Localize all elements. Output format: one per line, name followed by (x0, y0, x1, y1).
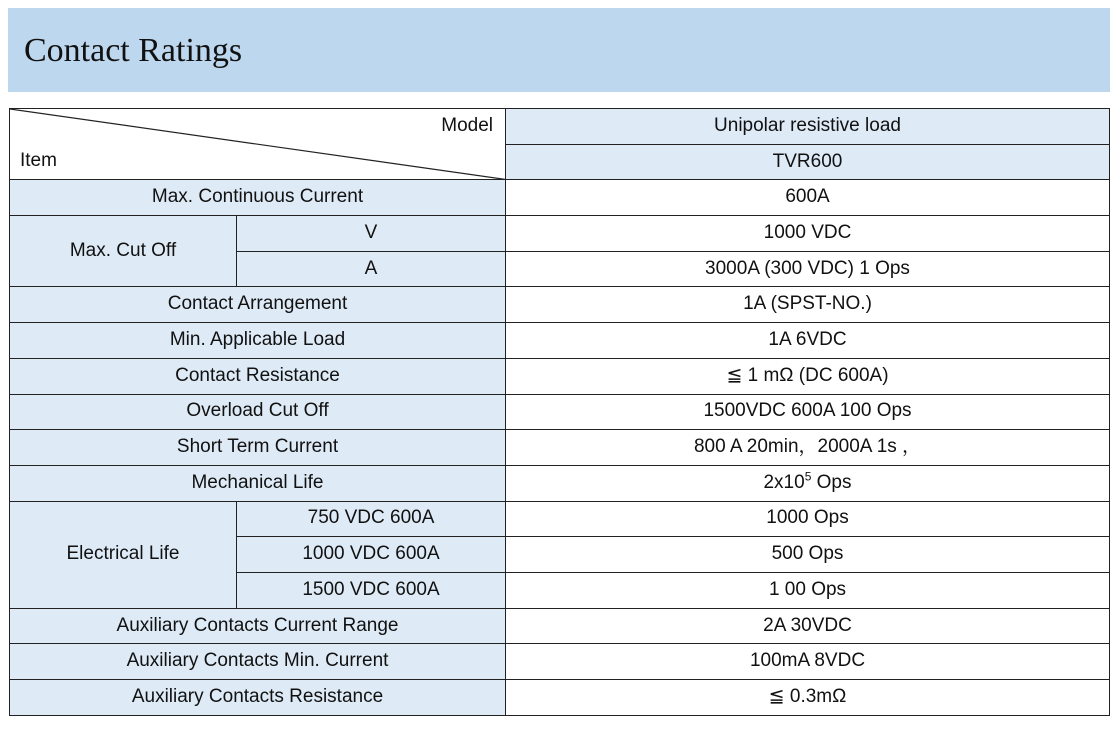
mechanical-life-exponent: 5 (804, 469, 812, 484)
table-row (10, 430, 1110, 466)
table-row (10, 501, 1110, 537)
row-sub-label: V (237, 216, 506, 252)
row-value: 3000A (300 VDC) 1 Ops (506, 251, 1110, 287)
row-label: Mechanical Life (10, 465, 506, 501)
row-sub-label: 1000 VDC 600A (237, 537, 506, 573)
header-model-label: Model (441, 115, 493, 136)
contact-ratings-table (9, 108, 1110, 716)
table-row (10, 358, 1110, 394)
row-label: Auxiliary Contacts Min. Current (10, 644, 506, 680)
row-label: Auxiliary Contacts Resistance (10, 680, 506, 716)
row-value: 100mA 8VDC (506, 644, 1110, 680)
table-row (10, 394, 1110, 430)
page-title: Contact Ratings (24, 32, 243, 69)
header-item-label: Item (20, 150, 57, 172)
table-row (10, 287, 1110, 323)
row-value: 1 00 Ops (506, 572, 1110, 608)
table-row (10, 465, 1110, 501)
table-row (10, 216, 1110, 252)
header-corner-cell (10, 109, 506, 180)
row-value: 2A 30VDC (506, 608, 1110, 644)
row-value: 1000 Ops (506, 501, 1110, 537)
table-row (10, 680, 1110, 716)
diagonal-divider (10, 109, 505, 179)
row-value: ≦ 1 mΩ (DC 600A) (506, 358, 1110, 394)
row-label: Contact Resistance (10, 358, 506, 394)
row-label: Min. Applicable Load (10, 323, 506, 359)
title-bar (8, 8, 1110, 92)
row-value: 1500VDC 600A 100 Ops (506, 394, 1110, 430)
table-row (10, 180, 1110, 216)
row-value: 1A (SPST-NO.) (506, 287, 1110, 323)
row-label: Contact Arrangement (10, 287, 506, 323)
table-row (10, 608, 1110, 644)
mechanical-life-unit: Ops (811, 471, 852, 493)
row-value: 800 A 20min，2000A 1s ， (506, 430, 1110, 466)
row-value: 1A 6VDC (506, 323, 1110, 359)
row-value: ≦ 0.3mΩ (506, 680, 1110, 716)
row-label: Overload Cut Off (10, 394, 506, 430)
row-sub-label: A (237, 251, 506, 287)
row-sub-label: 1500 VDC 600A (237, 572, 506, 608)
row-label: Max. Cut Off (10, 216, 237, 287)
row-label: Max. Continuous Current (10, 180, 506, 216)
mechanical-life-base: 2x10 (763, 471, 805, 493)
row-label: Electrical Life (10, 501, 237, 608)
row-value: 500 Ops (506, 537, 1110, 573)
row-value: 600A (506, 180, 1110, 216)
row-value (506, 465, 1110, 501)
table-row (10, 323, 1110, 359)
header-load-type: Unipolar resistive load (506, 109, 1110, 145)
table-row (10, 644, 1110, 680)
table-row (10, 109, 1110, 145)
header-model-name: TVR600 (506, 144, 1110, 180)
row-label: Short Term Current (10, 430, 506, 466)
row-value: 1000 VDC (506, 216, 1110, 252)
row-label: Auxiliary Contacts Current Range (10, 608, 506, 644)
row-sub-label: 750 VDC 600A (237, 501, 506, 537)
